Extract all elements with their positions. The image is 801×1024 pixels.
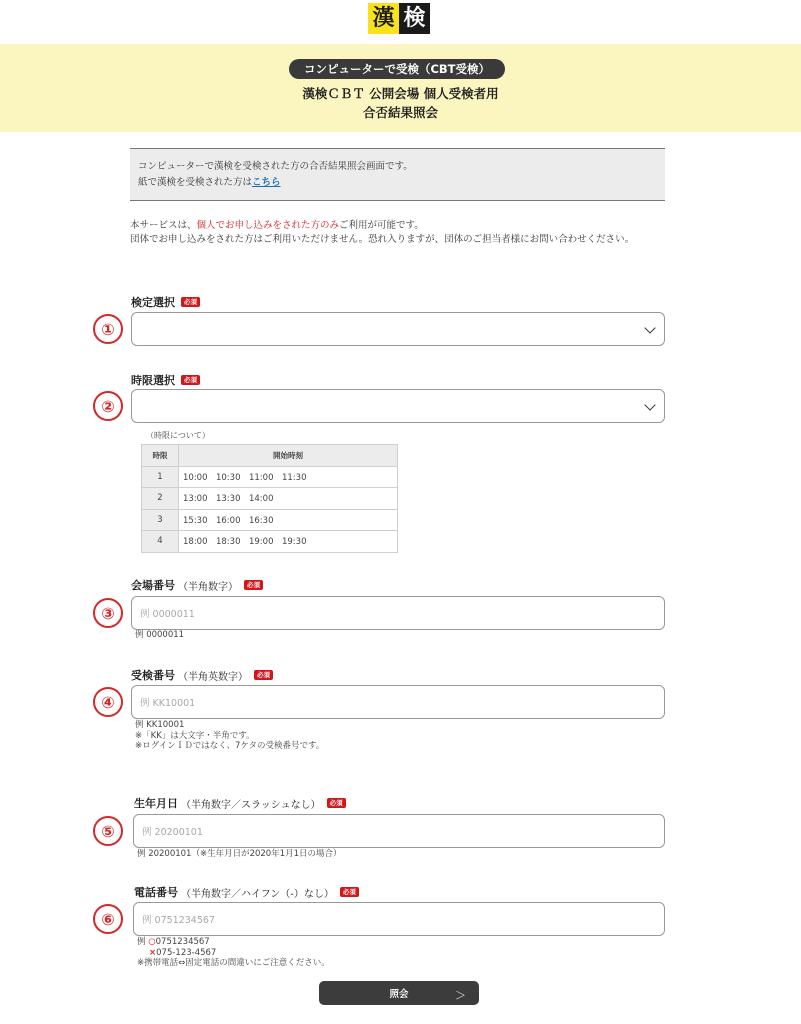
jigen-label xyxy=(131,372,200,388)
jukan-hint-1: 例 KK10001 xyxy=(135,720,185,730)
birth-hint: 例 20200101（※生年月日が2020年1月1日の場合） xyxy=(137,849,342,859)
period-cell: 2 xyxy=(142,488,179,510)
jigen-select[interactable] xyxy=(131,389,665,423)
required-badge: 必須 xyxy=(244,580,263,591)
period-cell: 1 xyxy=(142,466,179,488)
chevron-right-icon: ＞ xyxy=(455,989,466,1002)
birth-label-sub: （半角数字／スラッシュなし） xyxy=(181,799,321,811)
jukan-label xyxy=(131,667,273,683)
chevron-down-icon xyxy=(644,322,655,333)
cbt-pill: コンピューターで受検（CBT受検） xyxy=(289,59,505,79)
times-cell: 18:00 18:30 19:00 19:30 xyxy=(179,531,398,553)
kentei-label-text: 検定選択 xyxy=(131,296,175,309)
jukan-hint-3: ※ログインＩＤではなく、7ケタの受検番号です。 xyxy=(135,741,325,751)
kentei-label xyxy=(131,294,200,310)
header-banner xyxy=(0,44,801,132)
period-cell: 4 xyxy=(142,531,179,553)
kaijo-placeholder: 例 0000011 xyxy=(140,609,195,620)
step-marker-4: ④ xyxy=(93,687,123,717)
timetable-header-row xyxy=(142,445,398,467)
service-notice xyxy=(130,219,670,247)
phone-hint-3: ※携帯電話⇔固定電話の間違いにご注意ください。 xyxy=(137,958,330,968)
wrong-mark-icon: × xyxy=(149,947,157,958)
phone-hint-ok xyxy=(137,937,330,948)
step-marker-5: ⑤ xyxy=(93,816,123,846)
birth-input[interactable] xyxy=(133,814,665,848)
chevron-down-icon xyxy=(644,399,655,410)
table-row xyxy=(142,509,398,531)
logo-char-kan: 漢 xyxy=(368,3,399,34)
page-title-line2: 合否結果照会 xyxy=(362,105,438,120)
notice-line1: コンピューターで漢検を受検された方の合否結果照会画面です。 xyxy=(138,161,413,172)
phone-placeholder: 例 0751234567 xyxy=(142,915,215,926)
submit-label: 照会 xyxy=(389,989,409,1000)
jukan-input[interactable] xyxy=(131,685,665,719)
timetable-header-start: 開始時刻 xyxy=(179,445,398,467)
step-marker-6: ⑥ xyxy=(93,904,123,934)
kentei-select[interactable] xyxy=(131,312,665,346)
required-badge: 必須 xyxy=(181,297,200,308)
required-badge: 必須 xyxy=(340,887,359,898)
jukan-placeholder: 例 KK10001 xyxy=(140,698,196,709)
kaijo-input[interactable] xyxy=(131,596,665,630)
step-marker-1: ① xyxy=(93,314,123,344)
service-suffix: ご利用が可能です。 xyxy=(339,220,424,231)
notice-box xyxy=(130,148,665,201)
phone-hint-ng xyxy=(137,948,330,959)
service-prefix: 本サービスは、 xyxy=(130,220,197,231)
times-cell: 10:00 10:30 11:00 11:30 xyxy=(179,466,398,488)
step-marker-2: ② xyxy=(93,391,123,421)
phone-hint-ng-value: 075-123-4567 xyxy=(156,947,217,958)
jukan-hint-2: ※「KK」は大文字・半角です。 xyxy=(135,730,255,741)
jukan-label-text: 受検番号 xyxy=(131,669,175,682)
required-badge: 必須 xyxy=(327,798,346,809)
phone-label-text: 電話番号 xyxy=(134,886,178,899)
phone-hint xyxy=(137,937,330,969)
step-marker-3: ③ xyxy=(93,598,123,628)
service-line2: 団体でお申し込みをされた方はご利用いただけません。恐れ入りますが、団体のご担当者様にお問い合わせください。 xyxy=(130,234,635,245)
birth-label xyxy=(134,795,346,811)
timetable-header-period: 時限 xyxy=(142,445,179,467)
birth-placeholder: 例 20200101 xyxy=(142,827,203,838)
kaijo-label xyxy=(131,577,263,593)
times-cell: 15:30 16:00 16:30 xyxy=(179,509,398,531)
birth-label-text: 生年月日 xyxy=(134,797,178,810)
kaijo-label-text: 会場番号 xyxy=(131,579,175,592)
notice-line2-text: 紙で漢検を受検された方は xyxy=(138,177,253,188)
notice-line2 xyxy=(138,175,657,191)
phone-input[interactable] xyxy=(133,902,665,936)
service-line1 xyxy=(130,219,670,233)
phone-hint-ok-value: 0751234567 xyxy=(155,937,210,947)
page-title-line1: 漢検ＣＢＴ 公開会場 個人受検者用 xyxy=(302,86,499,101)
required-badge: 必須 xyxy=(181,375,200,386)
period-cell: 3 xyxy=(142,509,179,531)
page-title xyxy=(0,84,801,122)
paper-exam-link[interactable]: こちら xyxy=(252,177,281,188)
table-row xyxy=(142,531,398,553)
kanken-logo xyxy=(368,3,430,34)
table-row xyxy=(142,466,398,488)
timetable xyxy=(141,444,398,553)
phone-label xyxy=(134,884,359,900)
phone-label-sub: （半角数字／ハイフン（-）なし） xyxy=(181,888,334,900)
phone-hint-prefix: 例 xyxy=(137,937,149,947)
kaijo-label-sub: （半角数字） xyxy=(178,581,238,593)
service-highlight: 個人でお申し込みをされた方のみ xyxy=(196,220,340,231)
jukan-label-sub: （半角英数字） xyxy=(178,671,248,683)
jigen-label-text: 時限選択 xyxy=(131,374,175,387)
times-cell: 13:00 13:30 14:00 xyxy=(179,488,398,510)
kaijo-hint: 例 0000011 xyxy=(135,630,185,640)
table-row xyxy=(142,488,398,510)
timetable-caption: （時限について） xyxy=(146,431,210,440)
correct-mark-icon: ○ xyxy=(148,937,156,947)
submit-button[interactable] xyxy=(319,981,479,1005)
logo-char-ken: 検 xyxy=(399,3,430,34)
required-badge: 必須 xyxy=(254,670,273,681)
jukan-hint xyxy=(135,720,324,752)
